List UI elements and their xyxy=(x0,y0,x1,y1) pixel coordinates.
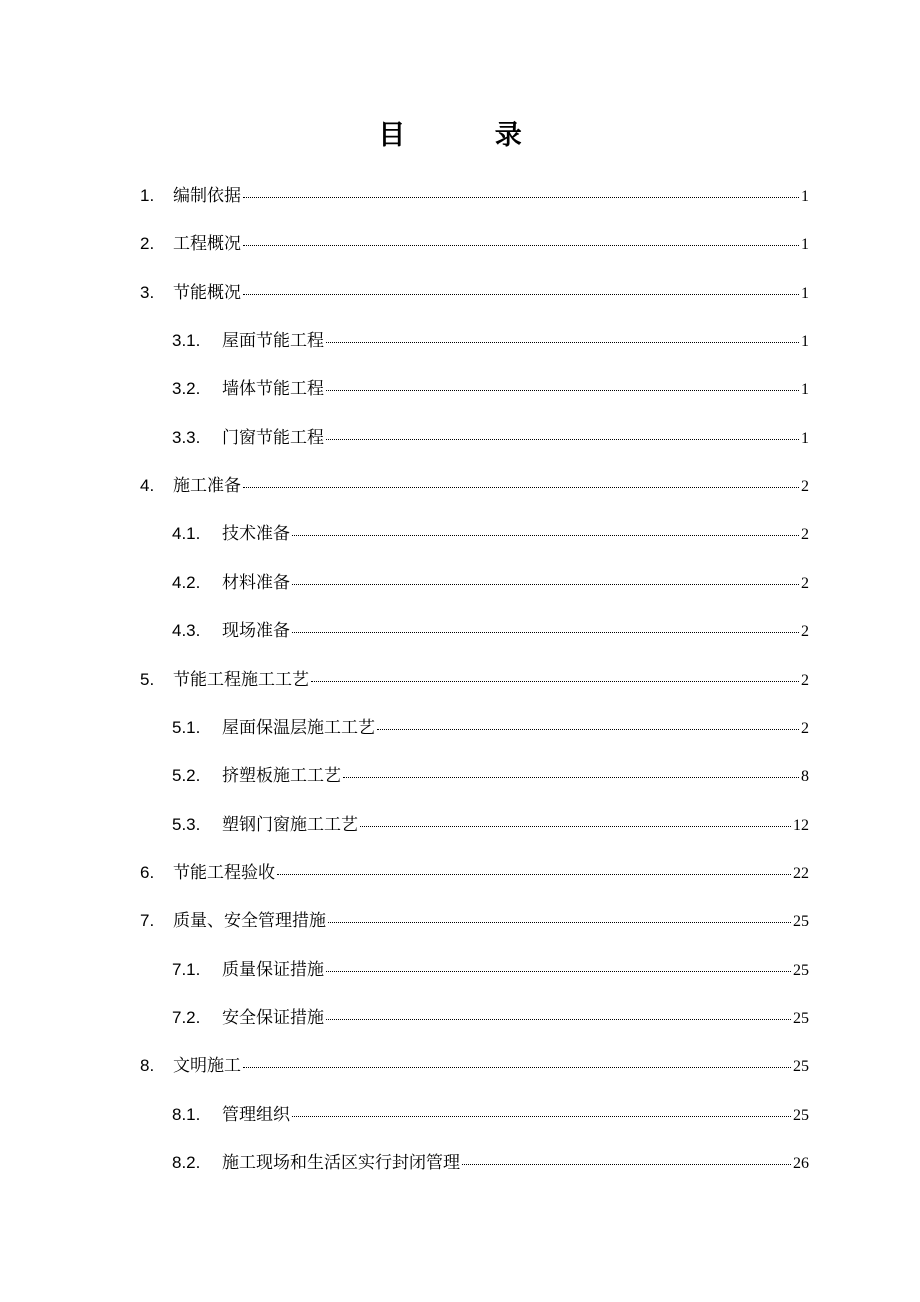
toc-entry-label: 节能概况 xyxy=(173,282,241,303)
toc-entry-page-number: 2 xyxy=(801,671,809,689)
toc-entry-label: 施工现场和生活区实行封闭管理 xyxy=(222,1153,460,1173)
dot-leader xyxy=(277,874,791,875)
toc-entry-page-number: 2 xyxy=(801,478,809,496)
toc-entry-number: 2. xyxy=(140,234,155,254)
toc-entry-number: 5. xyxy=(140,669,155,689)
toc-entry-number: 3.3. xyxy=(172,427,201,447)
toc-entry-label: 屋面保温层施工工艺 xyxy=(222,717,375,738)
toc-subentry[interactable] xyxy=(172,1148,809,1178)
dot-leader xyxy=(326,439,799,440)
dot-leader xyxy=(243,1067,791,1068)
toc-entry-number: 7. xyxy=(140,911,155,931)
toc-entry-label: 工程概况 xyxy=(173,234,241,255)
toc-entry-number: 7.1. xyxy=(172,959,201,979)
dot-leader xyxy=(326,1019,791,1020)
toc-subentry[interactable] xyxy=(172,1100,809,1130)
toc-entry-page-number: 25 xyxy=(793,1009,809,1027)
toc-entry-label: 墙体节能工程 xyxy=(222,379,324,400)
toc-entry-label: 节能工程施工工艺 xyxy=(173,669,309,690)
toc-entry-label: 施工准备 xyxy=(173,476,241,497)
toc-entry-page-number: 25 xyxy=(793,1058,809,1076)
toc-entry-number: 1. xyxy=(140,186,155,205)
toc-entry-label: 塑钢门窗施工工艺 xyxy=(222,814,358,835)
toc-entry-number: 6. xyxy=(140,862,155,882)
toc-subentry[interactable] xyxy=(172,1003,809,1033)
dot-leader xyxy=(360,826,791,827)
toc-entry-label: 文明施工 xyxy=(173,1056,241,1077)
toc-entry-number: 5.3. xyxy=(172,814,201,834)
dot-leader xyxy=(292,1116,791,1117)
toc-subentry[interactable] xyxy=(172,616,809,646)
toc-entry-label: 屋面节能工程 xyxy=(222,331,324,352)
toc-entry-page-number: 1 xyxy=(801,429,809,447)
toc-entry[interactable] xyxy=(140,229,809,259)
toc-entry[interactable] xyxy=(140,1051,809,1081)
toc-entry-label: 管理组织 xyxy=(222,1104,290,1125)
dot-leader xyxy=(243,294,799,295)
toc-subentry[interactable] xyxy=(172,326,809,356)
toc-entry-number: 8.2. xyxy=(172,1153,201,1172)
toc-entry-label: 材料准备 xyxy=(222,572,290,593)
toc-entry-number: 4.2. xyxy=(172,572,201,592)
toc-entry-label: 挤塑板施工工艺 xyxy=(222,766,341,787)
toc-entry-page-number: 8 xyxy=(801,768,809,786)
toc-entry[interactable] xyxy=(140,471,809,501)
toc-entry-number: 3.2. xyxy=(172,379,201,399)
toc-entry-page-number: 12 xyxy=(793,816,809,834)
dot-leader xyxy=(326,390,799,391)
dot-leader xyxy=(243,245,799,246)
toc-entry-page-number: 25 xyxy=(793,913,809,931)
toc-entry-page-number: 1 xyxy=(801,333,809,351)
dot-leader xyxy=(243,197,799,198)
toc-entry-number: 4.1. xyxy=(172,524,201,544)
toc-entry-number: 3.1. xyxy=(172,331,201,351)
toc-entry[interactable] xyxy=(140,906,809,936)
toc-subentry[interactable] xyxy=(172,423,809,453)
toc-entry-label: 质量保证措施 xyxy=(222,959,324,980)
toc-entry-page-number: 22 xyxy=(793,864,809,882)
toc-entry-label: 安全保证措施 xyxy=(222,1007,324,1028)
toc-entry-label: 节能工程验收 xyxy=(173,862,275,883)
toc-entry[interactable] xyxy=(140,858,809,888)
toc-entry-label: 现场准备 xyxy=(222,621,290,642)
dot-leader xyxy=(311,681,799,682)
dot-leader xyxy=(292,535,799,536)
toc-entry-page-number: 1 xyxy=(801,381,809,399)
toc-entry-page-number: 1 xyxy=(801,236,809,254)
dot-leader xyxy=(377,729,799,730)
toc-subentry[interactable] xyxy=(172,761,809,791)
toc-entry-page-number: 2 xyxy=(801,526,809,544)
page-title: 目 录 xyxy=(378,120,562,151)
toc-subentry[interactable] xyxy=(172,519,809,549)
dot-leader xyxy=(343,777,799,778)
toc-entry[interactable] xyxy=(140,278,809,308)
toc-entry-label: 质量、安全管理措施 xyxy=(173,911,326,932)
toc-entry-page-number: 1 xyxy=(801,188,809,205)
toc-entry-page-number: 26 xyxy=(793,1155,809,1172)
dot-leader xyxy=(328,922,791,923)
toc-subentry[interactable] xyxy=(172,568,809,598)
toc-subentry[interactable] xyxy=(172,955,809,985)
toc-entry-page-number: 2 xyxy=(801,623,809,641)
dot-leader xyxy=(243,487,799,488)
toc-entry-label: 技术准备 xyxy=(222,524,290,545)
toc-entry[interactable] xyxy=(140,665,809,695)
toc-entry-number: 7.2. xyxy=(172,1007,201,1027)
toc-entry-page-number: 25 xyxy=(793,1106,809,1124)
toc-entry[interactable] xyxy=(140,181,809,211)
toc-subentry[interactable] xyxy=(172,713,809,743)
toc-entry-label: 编制依据 xyxy=(173,186,241,206)
toc-entry-number: 5.1. xyxy=(172,717,201,737)
toc-subentry[interactable] xyxy=(172,810,809,840)
toc-entry-number: 8. xyxy=(140,1056,155,1076)
toc-entry-label: 门窗节能工程 xyxy=(222,427,324,448)
dot-leader xyxy=(462,1164,791,1165)
toc-entry-number: 5.2. xyxy=(172,766,201,786)
dot-leader xyxy=(292,632,799,633)
dot-leader xyxy=(292,584,799,585)
toc-entry-number: 3. xyxy=(140,282,155,302)
toc-subentry[interactable] xyxy=(172,374,809,404)
toc-entry-page-number: 1 xyxy=(801,284,809,302)
dot-leader xyxy=(326,971,791,972)
toc-entry-page-number: 2 xyxy=(801,574,809,592)
toc-entry-page-number: 2 xyxy=(801,719,809,737)
dot-leader xyxy=(326,342,799,343)
toc-entry-number: 4.3. xyxy=(172,621,201,641)
toc-entry-number: 4. xyxy=(140,476,155,496)
toc-entry-number: 8.1. xyxy=(172,1104,201,1124)
toc-entry-page-number: 25 xyxy=(793,961,809,979)
